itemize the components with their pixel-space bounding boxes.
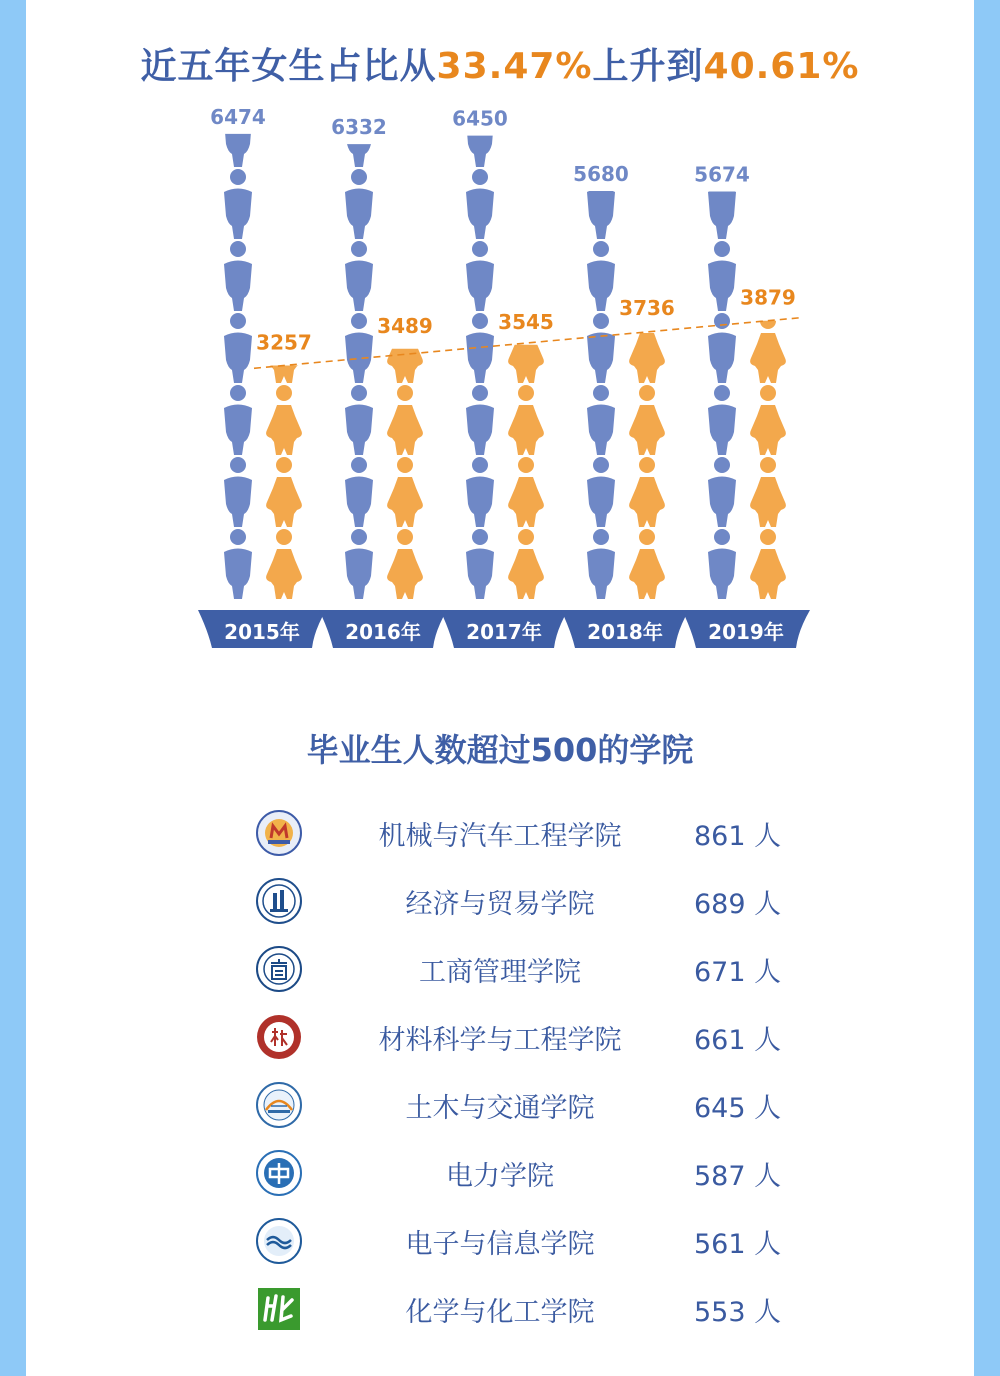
- title-prefix: 近五年女生占比从: [140, 46, 437, 87]
- male-icon: [224, 313, 252, 383]
- male-icon: [708, 313, 736, 383]
- female-column-0: [266, 313, 302, 599]
- year-label: 2016年: [345, 620, 421, 644]
- male-column-3: [587, 169, 615, 599]
- male-count-label: 5674: [694, 162, 750, 187]
- male-icon: [345, 385, 373, 455]
- college-name: 材料科学与工程学院: [378, 1025, 622, 1056]
- female-column-4: [750, 313, 786, 599]
- female-icon: [387, 529, 423, 599]
- male-column-0: [224, 100, 252, 599]
- college-row: [0, 1276, 1000, 1336]
- female-partial-icon: [750, 313, 786, 383]
- male-icon: [466, 529, 494, 599]
- electronics-emblem-icon: [256, 1218, 302, 1264]
- college-row: [0, 868, 1000, 928]
- male-column-4: [708, 169, 736, 599]
- male-icon: [345, 241, 373, 311]
- female-icon: [629, 385, 665, 455]
- male-column-1: [345, 100, 373, 599]
- female-icon: [387, 385, 423, 455]
- college-name: 土木与交通学院: [405, 1093, 595, 1124]
- male-icon: [345, 457, 373, 527]
- college-count: 671 人: [694, 957, 782, 988]
- male-icon: [708, 385, 736, 455]
- college-count: 661 人: [694, 1025, 782, 1056]
- male-icon: [587, 241, 615, 311]
- college-count: 553 人: [694, 1297, 782, 1328]
- female-column-2: [508, 313, 544, 599]
- female-icon: [750, 385, 786, 455]
- college-logo: [256, 1082, 302, 1128]
- male-icon: [345, 169, 373, 239]
- economics-emblem-icon: [256, 878, 302, 924]
- female-icon: [750, 529, 786, 599]
- college-row: [0, 1208, 1000, 1268]
- college-logo: [256, 1218, 302, 1264]
- college-count: 689 人: [694, 889, 782, 920]
- male-icon: [224, 169, 252, 239]
- year-label: 2018年: [587, 620, 663, 644]
- male-count-label: 6474: [210, 104, 266, 129]
- male-icon: [345, 529, 373, 599]
- male-icon: [708, 529, 736, 599]
- college-row: [0, 1072, 1000, 1132]
- female-icon: [387, 457, 423, 527]
- business-emblem-icon: [256, 946, 302, 992]
- college-name: 经济与贸易学院: [405, 889, 595, 920]
- title-middle: 上升到: [592, 46, 704, 87]
- mechanical-emblem-icon: [256, 810, 302, 856]
- male-icon: [345, 313, 373, 383]
- title-to-percent: 40.61%: [703, 46, 860, 87]
- male-icon: [587, 457, 615, 527]
- male-column-2: [466, 100, 494, 599]
- female-partial-icon: [629, 313, 665, 383]
- college-count: 561 人: [694, 1229, 782, 1260]
- college-logo: [256, 810, 302, 856]
- male-icon: [587, 529, 615, 599]
- male-icon: [708, 457, 736, 527]
- section-title: 毕业生人数超过500的学院: [306, 731, 694, 769]
- college-name: 机械与汽车工程学院: [378, 821, 622, 852]
- female-icon: [508, 385, 544, 455]
- power-emblem-icon: [256, 1150, 302, 1196]
- female-icon: [629, 529, 665, 599]
- civil-emblem-icon: [256, 1082, 302, 1128]
- female-column-1: [387, 313, 423, 599]
- college-logo: [256, 1150, 302, 1196]
- female-count-label: 3879: [740, 285, 796, 310]
- male-icon: [587, 385, 615, 455]
- male-icon: [466, 457, 494, 527]
- college-row: [0, 800, 1000, 860]
- college-logo: [256, 946, 302, 992]
- female-icon: [508, 529, 544, 599]
- male-icon: [708, 241, 736, 311]
- college-row: [0, 1140, 1000, 1200]
- female-count-label: 3489: [377, 313, 433, 338]
- female-icon: [508, 457, 544, 527]
- male-icon: [224, 457, 252, 527]
- college-name: 工商管理学院: [419, 957, 581, 988]
- female-icon: [750, 457, 786, 527]
- college-count: 587 人: [694, 1161, 782, 1192]
- male-count-label: 6450: [452, 106, 508, 131]
- title-from-percent: 33.47%: [436, 46, 593, 87]
- male-icon: [587, 313, 615, 383]
- chemistry-emblem-icon: [256, 1286, 302, 1332]
- female-count-label: 3545: [498, 309, 554, 334]
- female-count-label: 3736: [619, 296, 675, 321]
- pictogram-chart: [0, 100, 1000, 660]
- college-name: 化学与化工学院: [405, 1297, 595, 1328]
- college-count: 645 人: [694, 1093, 782, 1124]
- college-name: 电力学院: [446, 1161, 554, 1192]
- female-icon: [266, 457, 302, 527]
- year-label: 2017年: [466, 620, 542, 644]
- college-row: [0, 1004, 1000, 1064]
- college-logo: [256, 1014, 302, 1060]
- male-icon: [466, 169, 494, 239]
- male-icon: [466, 241, 494, 311]
- male-icon: [224, 385, 252, 455]
- male-icon: [224, 529, 252, 599]
- female-icon: [629, 457, 665, 527]
- male-count-label: 6332: [331, 115, 387, 140]
- college-row: [0, 936, 1000, 996]
- female-count-label: 3257: [256, 330, 312, 355]
- female-column-3: [629, 313, 665, 599]
- year-label: 2015年: [224, 620, 300, 644]
- year-label: 2019年: [708, 620, 784, 644]
- college-name: 电子与信息学院: [405, 1229, 595, 1260]
- college-count: 861 人: [694, 821, 782, 852]
- college-logo: [256, 878, 302, 924]
- female-icon: [266, 529, 302, 599]
- male-icon: [224, 241, 252, 311]
- female-icon: [266, 385, 302, 455]
- male-icon: [466, 385, 494, 455]
- materials-emblem-icon: [256, 1014, 302, 1060]
- page-title: [0, 38, 1000, 89]
- male-count-label: 5680: [573, 162, 629, 187]
- college-logo: [256, 1286, 302, 1332]
